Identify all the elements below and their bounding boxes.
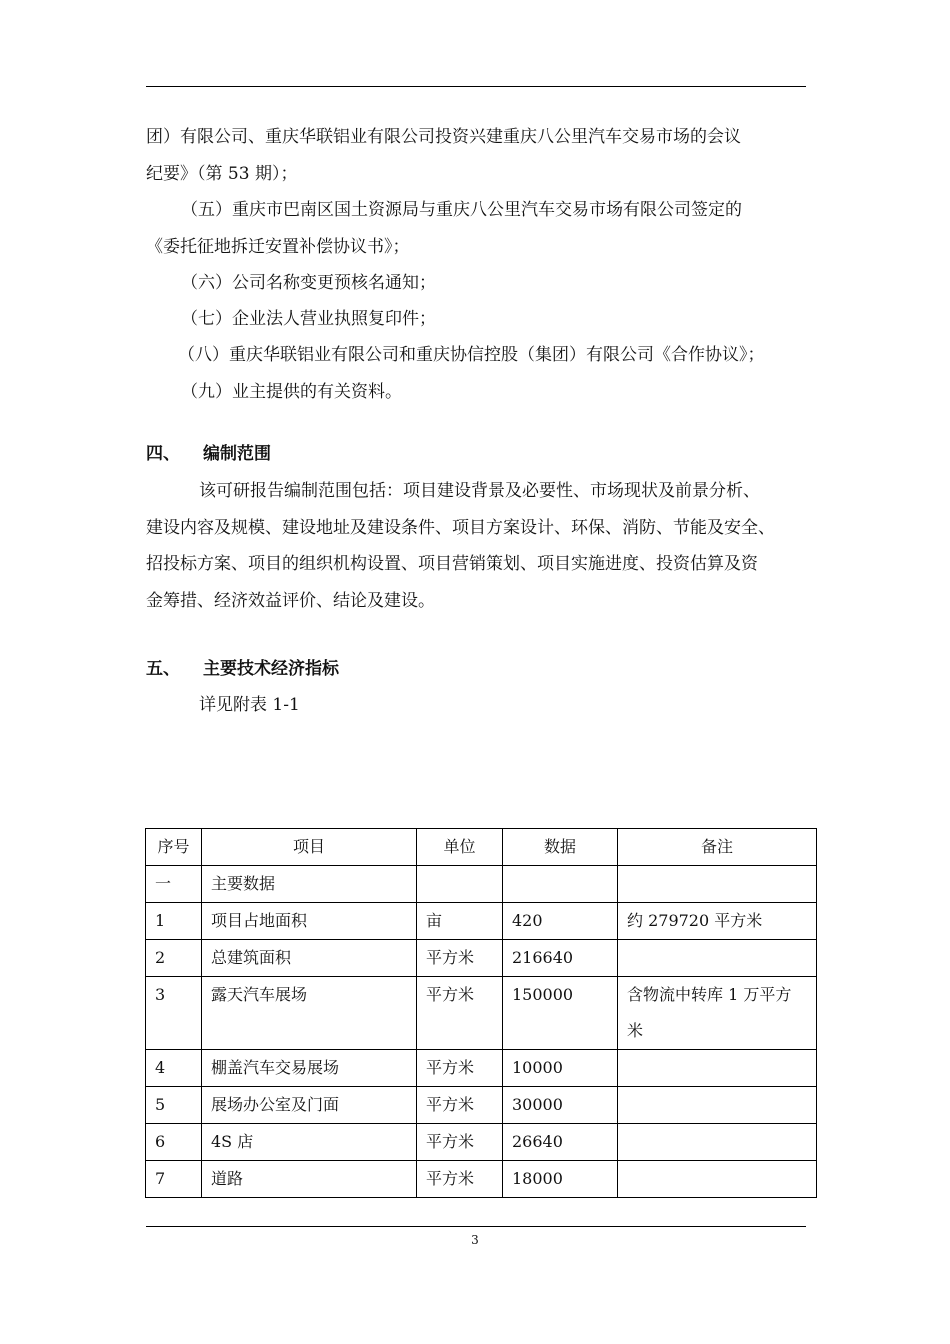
paragraph-line: 金筹措、经济效益评价、结论及建设。 [146,591,435,611]
paragraph-line: 招投标方案、项目的组织机构设置、项目营销策划、项目实施进度、投资估算及资 [146,554,758,574]
cell-no: 5 [146,1087,202,1124]
cell-value [503,866,618,903]
cell-unit: 平方米 [417,1161,503,1198]
cell-unit: 平方米 [417,977,503,1050]
cell-unit: 平方米 [417,1050,503,1087]
list-item: （五）重庆市巴南区国土资源局与重庆八公里汽车交易市场有限公司签定的 [181,200,742,220]
column-header: 备注 [618,829,817,866]
cell-no: 1 [146,903,202,940]
cell-no: 6 [146,1124,202,1161]
cell-unit: 平方米 [417,1124,503,1161]
cell-remark: 含物流中转库 1 万平方米 [618,977,817,1050]
table-row [146,903,817,940]
paragraph-line: 建设内容及规模、建设地址及建设条件、项目方案设计、环保、消防、节能及安全、 [146,518,775,538]
cell-item: 项目占地面积 [202,903,417,940]
section-title: 编制范围 [203,444,271,464]
paragraph-line: 该可研报告编制范围包括：项目建设背景及必要性、市场现状及前景分析、 [199,481,760,501]
cell-value: 216640 [503,940,618,977]
cell-item: 总建筑面积 [202,940,417,977]
cell-unit: 亩 [417,903,503,940]
section-title: 主要技术经济指标 [203,659,339,679]
cell-value: 18000 [503,1161,618,1198]
table-row [146,977,817,1050]
cell-no: 2 [146,940,202,977]
paragraph-line: 团）有限公司、重庆华联铝业有限公司投资兴建重庆八公里汽车交易市场的会议 [146,127,741,147]
section-number: 四、 [146,444,180,464]
column-header: 数据 [503,829,618,866]
cell-unit: 平方米 [417,1087,503,1124]
cell-remark [618,1087,817,1124]
section-number: 五、 [146,659,180,679]
cell-remark [618,940,817,977]
cell-unit [417,866,503,903]
cell-item: 展场办公室及门面 [202,1087,417,1124]
cell-no: 一 [146,866,202,903]
table-row [146,1124,817,1161]
list-item: （七）企业法人营业执照复印件； [181,309,436,329]
indicators-table [145,828,817,1198]
page-number: 3 [471,1233,479,1247]
cell-value: 26640 [503,1124,618,1161]
column-header: 项目 [202,829,417,866]
cell-item: 棚盖汽车交易展场 [202,1050,417,1087]
cell-value: 30000 [503,1087,618,1124]
cell-value: 150000 [503,977,618,1050]
section-heading-5 [146,658,339,680]
cell-item: 主要数据 [202,866,417,903]
cell-item: 露天汽车展场 [202,977,417,1050]
list-item: （九）业主提供的有关资料。 [181,382,402,402]
column-header: 单位 [417,829,503,866]
paragraph-line: 《委托征地拆迁安置补偿协议书》； [146,237,410,257]
paragraph-line: 纪要》（第 53 期）； [146,164,298,184]
cell-remark [618,1050,817,1087]
table-row [146,1050,817,1087]
cell-value: 420 [503,903,618,940]
table-row [146,866,817,903]
cell-remark [618,1124,817,1161]
cell-no: 7 [146,1161,202,1198]
table-header-row [146,829,817,866]
table-row [146,940,817,977]
cell-unit: 平方米 [417,940,503,977]
list-item: （六）公司名称变更预核名通知； [181,273,436,293]
header-rule [146,86,806,87]
list-item: （八）重庆华联铝业有限公司和重庆协信控股（集团）有限公司《合作协议》； [178,345,765,365]
column-header: 序号 [146,829,202,866]
table-row [146,1087,817,1124]
table-row [146,1161,817,1198]
cell-remark [618,1161,817,1198]
cell-item: 4S 店 [202,1124,417,1161]
cell-remark [618,866,817,903]
footer-rule [146,1226,806,1227]
cell-no: 4 [146,1050,202,1087]
cell-remark: 约 279720 平方米 [618,903,817,940]
table-reference-note: 详见附表 1-1 [199,695,300,715]
cell-value: 10000 [503,1050,618,1087]
cell-item: 道路 [202,1161,417,1198]
cell-no: 3 [146,977,202,1050]
section-heading-4 [146,443,271,465]
